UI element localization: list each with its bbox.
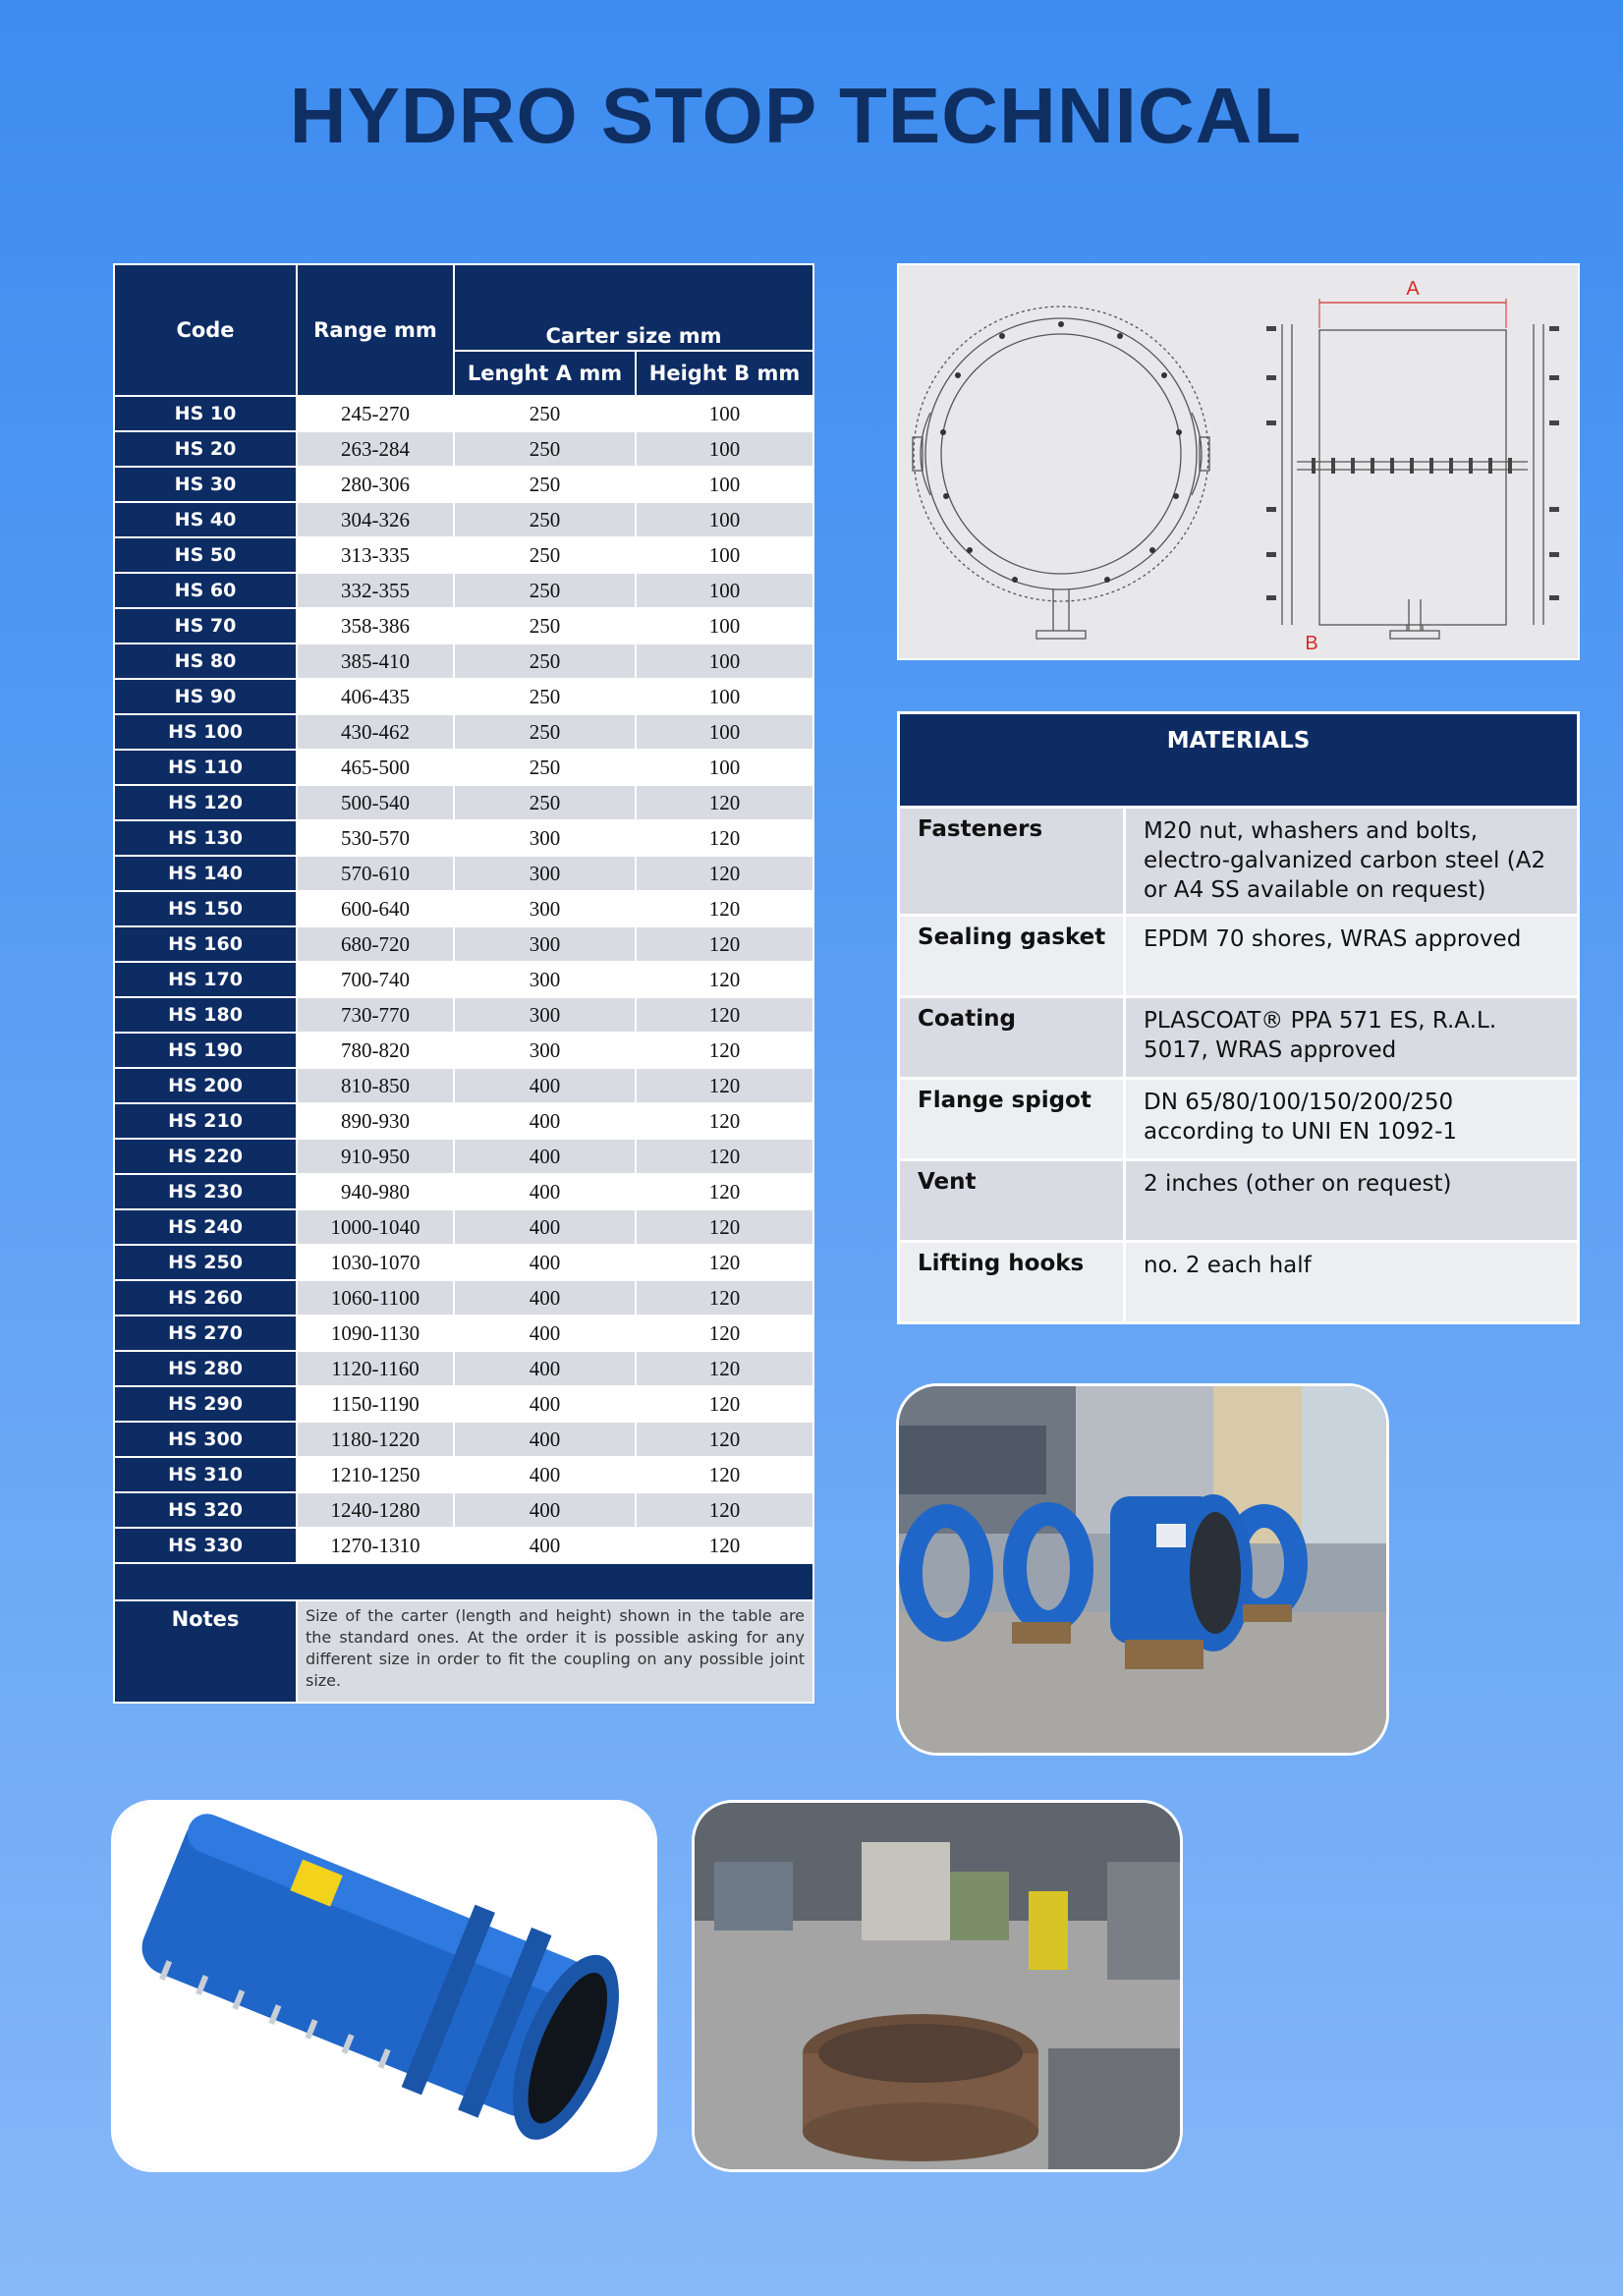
range-cell: 1240-1280 <box>297 1492 454 1528</box>
table-row <box>114 1492 813 1528</box>
range-cell: 313-335 <box>297 537 454 573</box>
range-cell: 245-270 <box>297 396 454 431</box>
code-cell: HS 80 <box>114 644 297 679</box>
range-cell: 1000-1040 <box>297 1209 454 1245</box>
table-row <box>114 1209 813 1245</box>
material-label: Coating <box>899 997 1125 1079</box>
table-row <box>114 820 813 856</box>
height-cell: 100 <box>636 467 813 502</box>
material-label: Flange spigot <box>899 1079 1125 1160</box>
length-cell: 250 <box>454 573 636 608</box>
material-value: EPDM 70 shores, WRAS approved <box>1125 916 1579 997</box>
range-cell: 430-462 <box>297 714 454 750</box>
code-cell: HS 150 <box>114 891 297 926</box>
code-cell: HS 20 <box>114 431 297 467</box>
height-cell: 100 <box>636 679 813 714</box>
code-cell: HS 270 <box>114 1316 297 1351</box>
side-view <box>1266 324 1559 639</box>
material-label: Vent <box>899 1160 1125 1242</box>
code-cell: HS 100 <box>114 714 297 750</box>
table-row <box>114 467 813 502</box>
notes-text: Size of the carter (length and height) shown in the table are the standard ones. At the order it is possible asking for any different size in order to fit the coupling on any possible joint size. <box>297 1600 813 1703</box>
length-cell: 250 <box>454 467 636 502</box>
technical-drawing <box>897 263 1580 660</box>
height-cell: 120 <box>636 1103 813 1139</box>
table-row <box>114 644 813 679</box>
range-cell: 1150-1190 <box>297 1386 454 1422</box>
material-label: Fasteners <box>899 808 1125 916</box>
table-row <box>114 856 813 891</box>
code-cell: HS 330 <box>114 1528 297 1563</box>
length-cell: 400 <box>454 1103 636 1139</box>
notes-label: Notes <box>114 1600 297 1703</box>
height-cell: 100 <box>636 714 813 750</box>
length-cell: 400 <box>454 1174 636 1209</box>
code-cell: HS 90 <box>114 679 297 714</box>
height-cell: 120 <box>636 1139 813 1174</box>
range-cell: 530-570 <box>297 820 454 856</box>
code-cell: HS 180 <box>114 997 297 1033</box>
material-value: DN 65/80/100/150/200/250 according to UNI EN 1092-1 <box>1125 1079 1579 1160</box>
height-cell: 100 <box>636 573 813 608</box>
length-cell: 400 <box>454 1351 636 1386</box>
photo-workshop-image <box>695 1803 1180 2169</box>
length-cell: 300 <box>454 997 636 1033</box>
table-row <box>114 1422 813 1457</box>
code-table <box>113 263 814 1704</box>
header-length: Lenght A mm <box>454 351 636 396</box>
height-cell: 100 <box>636 644 813 679</box>
height-cell: 120 <box>636 1386 813 1422</box>
table-row <box>114 1351 813 1386</box>
code-cell: HS 220 <box>114 1139 297 1174</box>
height-cell: 120 <box>636 891 813 926</box>
range-cell: 1030-1070 <box>297 1245 454 1280</box>
code-cell: HS 30 <box>114 467 297 502</box>
code-cell: HS 290 <box>114 1386 297 1422</box>
length-cell: 400 <box>454 1422 636 1457</box>
range-cell: 1120-1160 <box>297 1351 454 1386</box>
range-cell: 385-410 <box>297 644 454 679</box>
photo-workshop <box>692 1800 1183 2172</box>
code-cell: HS 10 <box>114 396 297 431</box>
range-cell: 280-306 <box>297 467 454 502</box>
length-cell: 250 <box>454 608 636 644</box>
range-cell: 600-640 <box>297 891 454 926</box>
length-cell: 300 <box>454 891 636 926</box>
height-cell: 100 <box>636 431 813 467</box>
height-cell: 120 <box>636 1033 813 1068</box>
range-cell: 1270-1310 <box>297 1528 454 1563</box>
table-row <box>114 573 813 608</box>
table-row <box>114 396 813 431</box>
height-cell: 100 <box>636 502 813 537</box>
table-row <box>114 962 813 997</box>
length-cell: 250 <box>454 396 636 431</box>
range-cell: 406-435 <box>297 679 454 714</box>
length-cell: 250 <box>454 679 636 714</box>
code-cell: HS 310 <box>114 1457 297 1492</box>
height-cell: 120 <box>636 1528 813 1563</box>
length-cell: 400 <box>454 1245 636 1280</box>
table-row <box>114 1033 813 1068</box>
table-row <box>114 431 813 467</box>
height-cell: 100 <box>636 396 813 431</box>
length-cell: 300 <box>454 1033 636 1068</box>
height-cell: 120 <box>636 1422 813 1457</box>
length-cell: 300 <box>454 926 636 962</box>
length-cell: 400 <box>454 1316 636 1351</box>
header-code: Code <box>114 264 297 396</box>
code-cell: HS 60 <box>114 573 297 608</box>
length-cell: 400 <box>454 1528 636 1563</box>
code-cell: HS 230 <box>114 1174 297 1209</box>
table-row <box>114 502 813 537</box>
length-cell: 400 <box>454 1139 636 1174</box>
length-cell: 250 <box>454 714 636 750</box>
material-value: PLASCOAT® PPA 571 ES, R.A.L. 5017, WRAS approved <box>1125 997 1579 1079</box>
height-cell: 120 <box>636 1457 813 1492</box>
code-cell: HS 210 <box>114 1103 297 1139</box>
materials-row <box>899 1160 1579 1242</box>
height-cell: 100 <box>636 750 813 785</box>
length-cell: 250 <box>454 537 636 573</box>
range-cell: 332-355 <box>297 573 454 608</box>
table-row <box>114 785 813 820</box>
range-cell: 500-540 <box>297 785 454 820</box>
table-row <box>114 1103 813 1139</box>
length-cell: 400 <box>454 1280 636 1316</box>
height-cell: 100 <box>636 537 813 573</box>
length-cell: 400 <box>454 1386 636 1422</box>
height-cell: 120 <box>636 1209 813 1245</box>
table-row <box>114 1386 813 1422</box>
drawing-svg <box>899 265 1578 658</box>
table-row <box>114 1457 813 1492</box>
header-height: Height B mm <box>636 351 813 396</box>
length-cell: 400 <box>454 1068 636 1103</box>
code-cell: HS 70 <box>114 608 297 644</box>
front-view <box>913 307 1209 639</box>
range-cell: 810-850 <box>297 1068 454 1103</box>
range-cell: 1180-1220 <box>297 1422 454 1457</box>
materials-title: MATERIALS <box>899 713 1579 808</box>
length-cell: 250 <box>454 644 636 679</box>
code-cell: HS 160 <box>114 926 297 962</box>
table-body <box>114 396 813 1563</box>
length-cell: 400 <box>454 1457 636 1492</box>
range-cell: 1210-1250 <box>297 1457 454 1492</box>
photo-coupling-product <box>111 1800 657 2172</box>
length-cell: 400 <box>454 1492 636 1528</box>
range-cell: 1060-1100 <box>297 1280 454 1316</box>
table-row <box>114 1316 813 1351</box>
range-cell: 465-500 <box>297 750 454 785</box>
length-cell: 250 <box>454 785 636 820</box>
material-value: 2 inches (other on request) <box>1125 1160 1579 1242</box>
range-cell: 910-950 <box>297 1139 454 1174</box>
table-row <box>114 1068 813 1103</box>
code-cell: HS 170 <box>114 962 297 997</box>
length-cell: 250 <box>454 502 636 537</box>
range-cell: 730-770 <box>297 997 454 1033</box>
dimension-a <box>1319 278 1506 328</box>
photo-couplings-yard <box>896 1383 1389 1756</box>
table-row <box>114 1280 813 1316</box>
range-cell: 780-820 <box>297 1033 454 1068</box>
table-row <box>114 750 813 785</box>
code-cell: HS 260 <box>114 1280 297 1316</box>
table-row <box>114 1174 813 1209</box>
material-label: Sealing gasket <box>899 916 1125 997</box>
length-cell: 300 <box>454 962 636 997</box>
materials-row <box>899 997 1579 1079</box>
height-cell: 120 <box>636 997 813 1033</box>
code-cell: HS 300 <box>114 1422 297 1457</box>
table-row <box>114 537 813 573</box>
materials-row <box>899 916 1579 997</box>
materials-row <box>899 1079 1579 1160</box>
materials-table <box>897 711 1580 1324</box>
table-row <box>114 891 813 926</box>
dimension-a-label: A <box>1406 278 1420 300</box>
code-cell: HS 130 <box>114 820 297 856</box>
height-cell: 120 <box>636 1068 813 1103</box>
code-cell: HS 200 <box>114 1068 297 1103</box>
height-cell: 120 <box>636 1351 813 1386</box>
range-cell: 263-284 <box>297 431 454 467</box>
code-cell: HS 320 <box>114 1492 297 1528</box>
height-cell: 120 <box>636 1492 813 1528</box>
table-row <box>114 926 813 962</box>
height-cell: 120 <box>636 820 813 856</box>
height-cell: 120 <box>636 785 813 820</box>
range-cell: 1090-1130 <box>297 1316 454 1351</box>
length-cell: 300 <box>454 820 636 856</box>
height-cell: 120 <box>636 1245 813 1280</box>
code-cell: HS 140 <box>114 856 297 891</box>
length-cell: 250 <box>454 431 636 467</box>
height-cell: 120 <box>636 1316 813 1351</box>
material-value: no. 2 each half <box>1125 1242 1579 1323</box>
table-row <box>114 1139 813 1174</box>
material-value: M20 nut, whashers and bolts, electro-galvanized carbon steel (A2 or A4 SS available on request) <box>1125 808 1579 916</box>
header-range: Range mm <box>297 264 454 396</box>
table-row <box>114 679 813 714</box>
range-cell: 700-740 <box>297 962 454 997</box>
header-carter: Carter size mm <box>454 264 813 351</box>
code-cell: HS 250 <box>114 1245 297 1280</box>
table-row <box>114 1528 813 1563</box>
range-cell: 890-930 <box>297 1103 454 1139</box>
range-cell: 680-720 <box>297 926 454 962</box>
materials-row <box>899 808 1579 916</box>
code-cell: HS 190 <box>114 1033 297 1068</box>
table-row <box>114 714 813 750</box>
range-cell: 358-386 <box>297 608 454 644</box>
range-cell: 304-326 <box>297 502 454 537</box>
table-row <box>114 608 813 644</box>
height-cell: 120 <box>636 926 813 962</box>
height-cell: 120 <box>636 856 813 891</box>
table-divider <box>114 1563 813 1600</box>
table-row <box>114 997 813 1033</box>
height-cell: 100 <box>636 608 813 644</box>
code-cell: HS 40 <box>114 502 297 537</box>
length-cell: 300 <box>454 856 636 891</box>
code-cell: HS 240 <box>114 1209 297 1245</box>
length-cell: 250 <box>454 750 636 785</box>
code-cell: HS 50 <box>114 537 297 573</box>
material-label: Lifting hooks <box>899 1242 1125 1323</box>
range-cell: 940-980 <box>297 1174 454 1209</box>
height-cell: 120 <box>636 962 813 997</box>
dimension-b-label: B <box>1305 633 1318 654</box>
photo-couplings-yard-image <box>899 1386 1386 1753</box>
materials-row <box>899 1242 1579 1323</box>
code-cell: HS 120 <box>114 785 297 820</box>
page-title: HYDRO STOP TECHNICAL <box>289 72 1303 159</box>
height-cell: 120 <box>636 1280 813 1316</box>
length-cell: 400 <box>454 1209 636 1245</box>
range-cell: 570-610 <box>297 856 454 891</box>
height-cell: 120 <box>636 1174 813 1209</box>
photo-coupling-product-image <box>114 1803 654 2169</box>
code-cell: HS 280 <box>114 1351 297 1386</box>
code-cell: HS 110 <box>114 750 297 785</box>
table-row <box>114 1245 813 1280</box>
